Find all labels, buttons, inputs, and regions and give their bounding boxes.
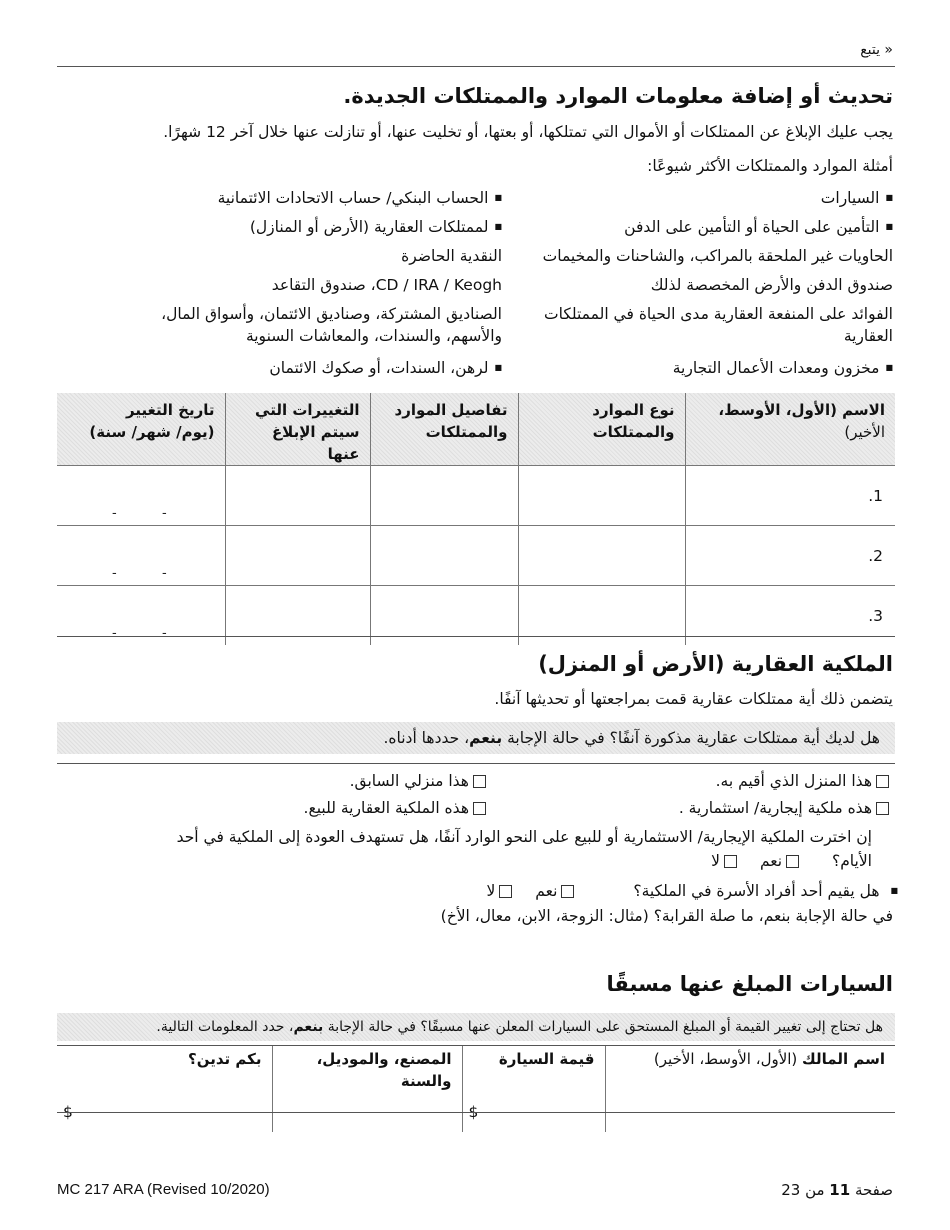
currency-symbol: $ xyxy=(468,1103,479,1121)
continued-label: « يتبع xyxy=(860,42,893,58)
col-changes-header: التغييرات التي سيتم الإبلاغ عنها xyxy=(225,393,370,466)
resource-details-input[interactable] xyxy=(370,466,518,526)
example-item: ■ لرهن، السندات، أو صكوك الائتمان xyxy=(269,357,502,382)
family-question: ■ هل يقيم أحد أفراد الأسرة في الملكية؟ نعم لا xyxy=(487,880,898,905)
table-top-border xyxy=(57,1045,895,1046)
divider xyxy=(57,66,895,67)
vehicles-title: السيارات المبلغ عنها مسبقًا xyxy=(606,972,893,996)
checkbox-rental[interactable] xyxy=(876,802,889,815)
family-no[interactable]: لا xyxy=(487,882,517,900)
example-item: ■ التأمين على الحياة أو التأمين على الدفن xyxy=(624,216,893,241)
vehicles-question: هل تحتاج إلى تغيير القيمة أو المبلغ المستحق على السيارات المعلن عنها مسبقًا؟ في حالة الإجابة بنعم، حدد المعلومات التالية. xyxy=(57,1013,895,1041)
example-item: الصناديق المشتركة، وصناديق الائتمان، وأسواق المال، xyxy=(161,305,502,323)
table-header-row xyxy=(57,393,895,466)
example-item-cont: العقارية xyxy=(843,327,893,345)
example-item: الفوائد على المنفعة العقارية مدى الحياة في الممتلكات xyxy=(544,305,893,323)
resource-type-input[interactable] xyxy=(518,466,685,526)
date-separator: - xyxy=(162,506,167,521)
checkbox-for-sale[interactable] xyxy=(473,802,486,815)
currency-symbol: $ xyxy=(63,1103,73,1121)
col-value-header: قيمة السيارة xyxy=(462,1046,605,1092)
real-property-question: هل لديك أية ممتلكات عقارية مذكورة آنفًا؟ في حالة الإجابة بنعم، حددها أدناه. xyxy=(57,722,895,754)
row-number: 3. xyxy=(685,586,895,646)
example-item: ■ مخزون ومعدات الأعمال التجارية xyxy=(673,357,893,382)
date-separator: - xyxy=(112,626,117,641)
table-row xyxy=(57,526,895,586)
change-date-input[interactable] xyxy=(57,466,225,526)
col-type-header: نوع الموارد والممتلكات xyxy=(518,393,685,466)
table-header-row xyxy=(57,1046,895,1092)
date-separator: - xyxy=(162,626,167,641)
checkbox-yes[interactable] xyxy=(786,855,799,868)
form-id: MC 217 ARA (Revised 10/2020) xyxy=(57,1181,270,1198)
example-item: النقدية الحاضرة xyxy=(401,247,502,265)
checkbox-yes[interactable] xyxy=(561,885,574,898)
divider xyxy=(57,763,895,764)
return-yes[interactable]: نعم xyxy=(760,852,803,870)
example-item: CD / IRA / Keogh، صندوق التقاعد xyxy=(271,276,502,294)
return-no[interactable]: لا xyxy=(711,852,741,870)
relation-question: في حالة الإجابة بنعم، ما صلة القرابة؟ (مثال: الزوجة، الابن، معال، الأخ) xyxy=(440,907,893,925)
return-question: إن اخترت الملكية الإيجارية/ الاستثمارية أو للبيع على النحو الوارد آنفًا، هل تستهدف العودة إلى الملكية في أحد xyxy=(176,828,872,846)
option-previous-home[interactable]: هذا منزلي السابق. xyxy=(350,770,490,792)
resource-table xyxy=(57,393,895,645)
example-item-cont: والأسهم، والسندات، والمعاشات السنوية xyxy=(245,327,502,345)
col-make-header: المصنع، والموديل، والسنة xyxy=(272,1046,462,1092)
change-date-input[interactable] xyxy=(57,526,225,586)
date-separator: - xyxy=(112,506,117,521)
example-item: ■ السيارات xyxy=(821,187,893,212)
col-date-header: تاريخ التغيير (يوم/ شهر/ سنة) xyxy=(89,401,215,441)
option-rental[interactable]: هذه ملكية إيجارية/ استثمارية . xyxy=(679,797,893,819)
date-separator: - xyxy=(162,566,167,581)
col-owed-header: بكم تدين؟ xyxy=(188,1050,262,1068)
resource-details-input[interactable] xyxy=(370,526,518,586)
table-bottom-border xyxy=(57,1112,895,1113)
changes-input[interactable] xyxy=(225,526,370,586)
return-question-cont: الأيام؟ نعم لا xyxy=(711,852,872,870)
table-bottom-border xyxy=(57,636,895,637)
real-property-intro: يتضمن ذلك أية ممتلكات عقارية قمت بمراجعتها أو تحديثها آنفًا. xyxy=(494,690,893,708)
example-item: ■ الحساب البنكي/ حساب الاتحادات الائتمانية xyxy=(218,187,502,212)
family-yes[interactable]: نعم xyxy=(535,882,578,900)
checkbox-no[interactable] xyxy=(499,885,512,898)
changes-input[interactable] xyxy=(225,466,370,526)
checkbox-current-home[interactable] xyxy=(876,775,889,788)
example-item: ■ لممتلكات العقارية (الأرض أو المنازل) xyxy=(250,216,502,241)
resources-title: تحديث أو إضافة معلومات الموارد والممتلكات الجديدة. xyxy=(343,84,893,108)
resources-intro: يجب عليك الإبلاغ عن الممتلكات أو الأموال التي تمتلكها، أو بعتها، أو تخليت عنها، أو تنازلت عنها خلال آخر 12 شهرًا. xyxy=(163,123,893,141)
example-item: صندوق الدفن والأرض المخصصة لذلك xyxy=(650,276,893,294)
example-item: الحاويات غير الملحقة بالمراكب، والشاحنات والمخيمات xyxy=(542,247,893,265)
table-row xyxy=(57,466,895,526)
date-separator: - xyxy=(112,566,117,581)
col-details-header: تفاصيل الموارد والممتلكات xyxy=(370,393,518,466)
option-for-sale[interactable]: هذه الملكية العقارية للبيع. xyxy=(304,797,490,819)
row-number: 2. xyxy=(685,526,895,586)
checkbox-no[interactable] xyxy=(724,855,737,868)
page-number: صفحة 11 من 23 xyxy=(781,1181,893,1199)
option-current-home[interactable]: هذا المنزل الذي أقيم به. xyxy=(716,770,893,792)
checkbox-previous-home[interactable] xyxy=(473,775,486,788)
row-number: 1. xyxy=(685,466,895,526)
col-name-header: الاسم (الأول، الأوسط، الأخير) xyxy=(685,393,895,466)
col-owner-header: اسم المالك (الأول، الأوسط، الأخير) xyxy=(605,1046,895,1092)
resource-type-input[interactable] xyxy=(518,526,685,586)
vehicles-table xyxy=(57,1046,895,1132)
real-property-title: الملكية العقارية (الأرض أو المنزل) xyxy=(538,652,893,676)
examples-label: أمثلة الموارد والممتلكات الأكثر شيوعًا: xyxy=(647,157,893,175)
